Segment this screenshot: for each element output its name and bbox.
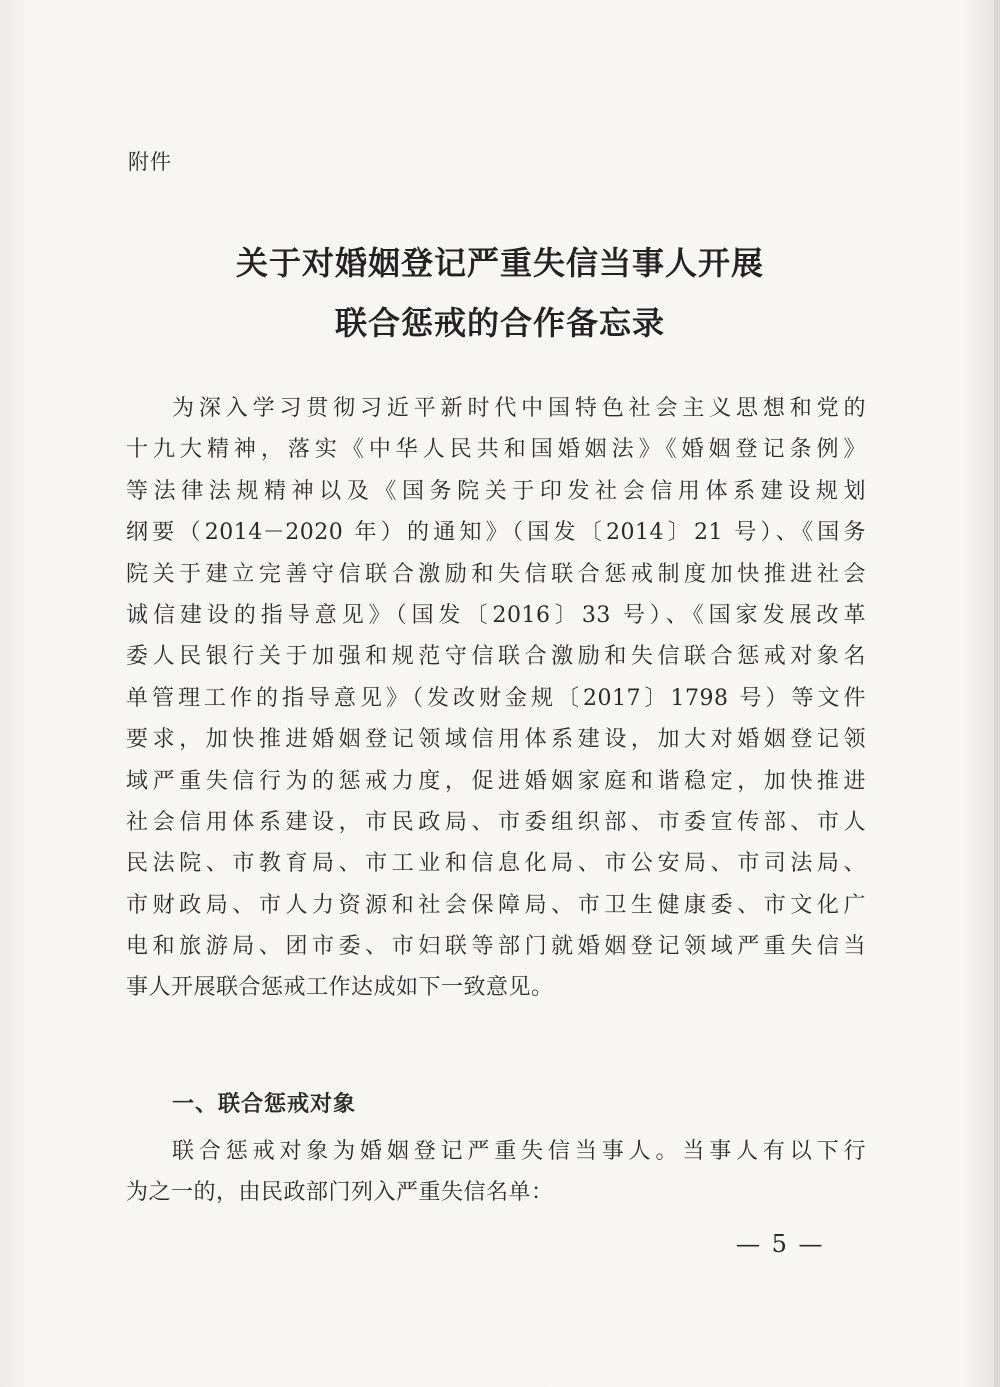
paragraph-line: 纲要（2014－2020 年）的通知》（国发〔2014〕21 号）、《国务 bbox=[126, 520, 866, 546]
paragraph-line: 诚信建设的指导意见》（国发〔2016〕33 号）、《国家发展改革 bbox=[126, 602, 866, 628]
paragraph-line: 社会信用体系建设，市民政局、市委组织部、市委宣传部、市人 bbox=[126, 809, 866, 835]
page-number: — 5 — bbox=[736, 1230, 825, 1258]
paragraph-line: 市财政局、市人力资源和社会保障局、市卫生健康委、市文化广 bbox=[126, 892, 866, 918]
paragraph-line: 委人民银行关于加强和规范守信联合激励和失信联合惩戒对象名 bbox=[126, 644, 866, 670]
document-title-line-1: 关于对婚姻登记严重失信当事人开展 bbox=[235, 244, 764, 282]
paragraph-line: 十九大精神，落实《中华人民共和国婚姻法》《婚姻登记条例》 bbox=[126, 437, 866, 463]
paragraph-line: 等法律法规精神以及《国务院关于印发社会信用体系建设规划 bbox=[126, 478, 866, 504]
paragraph-line: 联合惩戒对象为婚姻登记严重失信当事人。当事人有以下行 bbox=[172, 1139, 866, 1164]
intro-paragraph bbox=[126, 388, 866, 1009]
paragraph-line: 单管理工作的指导意见》（发改财金规〔2017〕1798 号）等文件 bbox=[126, 685, 866, 711]
scan-edge bbox=[994, 0, 1000, 1387]
attachment-label: 附件 bbox=[128, 150, 172, 174]
section-paragraph bbox=[126, 1131, 866, 1214]
document-title-line-2: 联合惩戒的合作备忘录 bbox=[334, 304, 665, 342]
paragraph-line: 要求，加快推进婚姻登记领域信用体系建设，加大对婚姻登记领 bbox=[126, 727, 866, 753]
paragraph-line: 事人开展联合惩戒工作达成如下一致意见。 bbox=[126, 975, 554, 1001]
paragraph-line: 为之一的，由民政部门列入严重失信名单： bbox=[126, 1180, 554, 1206]
paragraph-line: 院关于建立完善守信联合激励和失信联合惩戒制度加快推进社会 bbox=[126, 561, 866, 587]
paragraph-line: 民法院、市教育局、市工业和信息化局、市公安局、市司法局、 bbox=[126, 851, 866, 877]
paragraph-line: 电和旅游局、团市委、市妇联等部门就婚姻登记领域严重失信当 bbox=[126, 934, 866, 960]
paragraph-line: 为深入学习贯彻习近平新时代中国特色社会主义思想和党的 bbox=[172, 396, 866, 421]
section-heading: 一、联合惩戒对象 bbox=[172, 1092, 357, 1117]
paragraph-line: 域严重失信行为的惩戒力度，促进婚姻家庭和谐稳定，加快推进 bbox=[126, 768, 866, 794]
